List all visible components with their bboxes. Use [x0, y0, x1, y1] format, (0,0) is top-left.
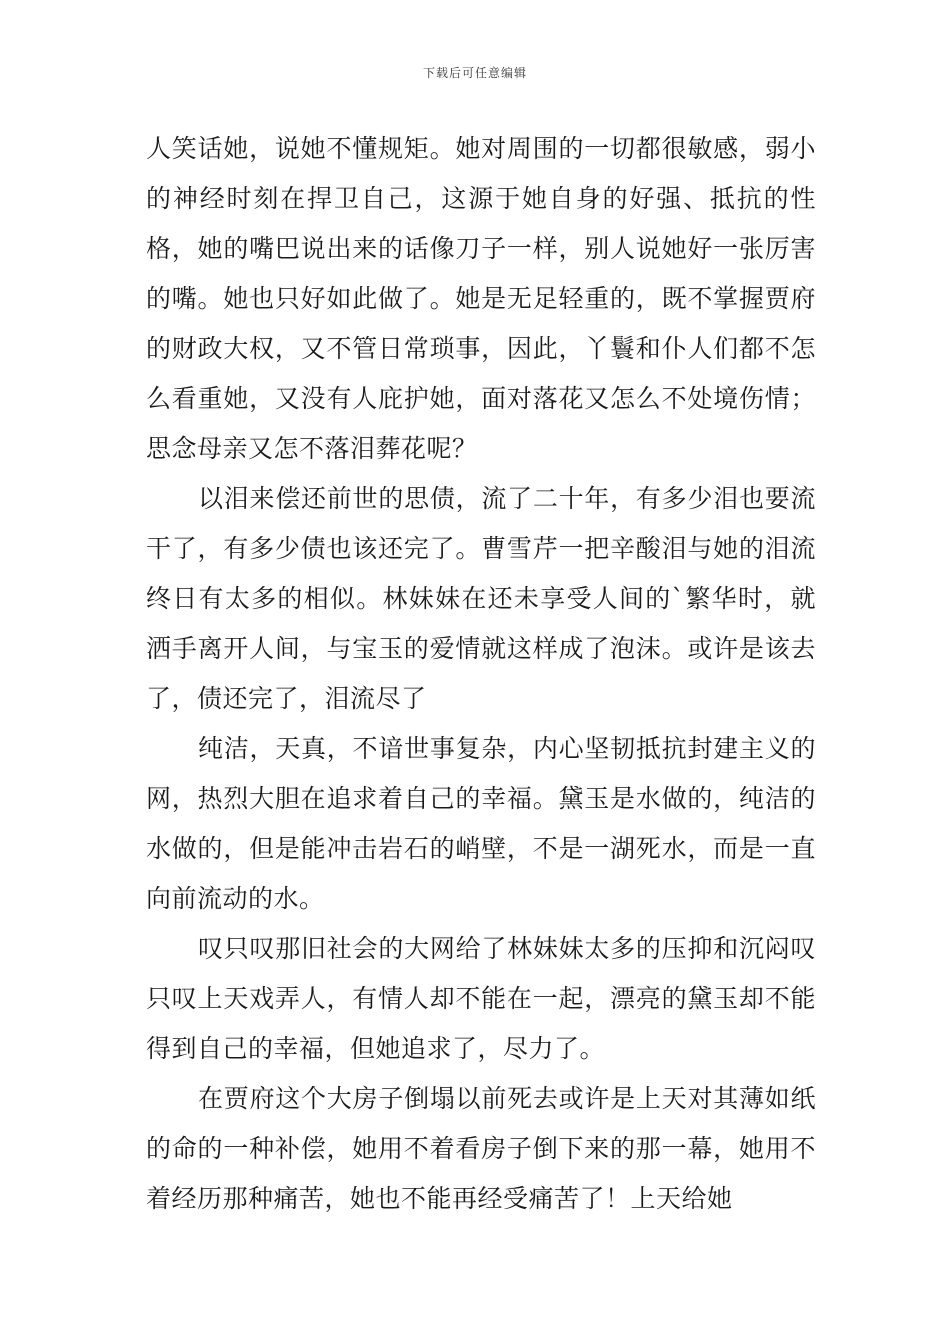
paragraph: 以泪来偿还前世的思债，流了二十年，有多少泪也要流干了，有多少债也该还完了。曹雪芹一把辛酸泪与她的泪流终日有太多的相似。林妹妹在还未享受人间的`繁华时，就洒手离开人间，与宝玉的爱情就这样成了泡沫。或许是该去了，债还完了，泪流尽了	[146, 484, 816, 713]
paragraph: 叹只叹那旧社会的大网给了林妹妹太多的压抑和沉闷叹只叹上天戏弄人，有情人却不能在一起，漂亮的黛玉却不能得到自己的幸福，但她追求了，尽力了。	[146, 934, 816, 1063]
document-body	[146, 124, 816, 1224]
page-header: 下载后可任意编辑	[422, 66, 527, 80]
paragraph-continued: 人笑话她，说她不懂规矩。她对周围的一切都很敏感，弱小的神经时刻在捍卫自己，这源于她自身的好强、抵抗的性格，她的嘴巴说出来的话像刀子一样，别人说她好一张厉害的嘴。她也只好如此做了。她是无足轻重的，既不掌握贾府的财政大权，又不管日常琐事，因此，丫鬟和仆人们都不怎么看重她，又没有人庇护她，面对落花又怎么不处境伤情；思念母亲又怎不落泪葬花呢？	[146, 134, 816, 463]
paragraph: 纯洁，天真，不谙世事复杂，内心坚韧抵抗封建主义的网，热烈大胆在追求着自己的幸福。黛玉是水做的，纯洁的水做的，但是能冲击岩石的峭壁，不是一湖死水，而是一直向前流动的水。	[146, 734, 816, 913]
paragraph: 在贾府这个大房子倒塌以前死去或许是上天对其薄如纸的命的一种补偿，她用不着看房子倒下来的那一幕，她用不着经历那种痛苦，她也不能再经受痛苦了！上天给她	[146, 1084, 816, 1213]
